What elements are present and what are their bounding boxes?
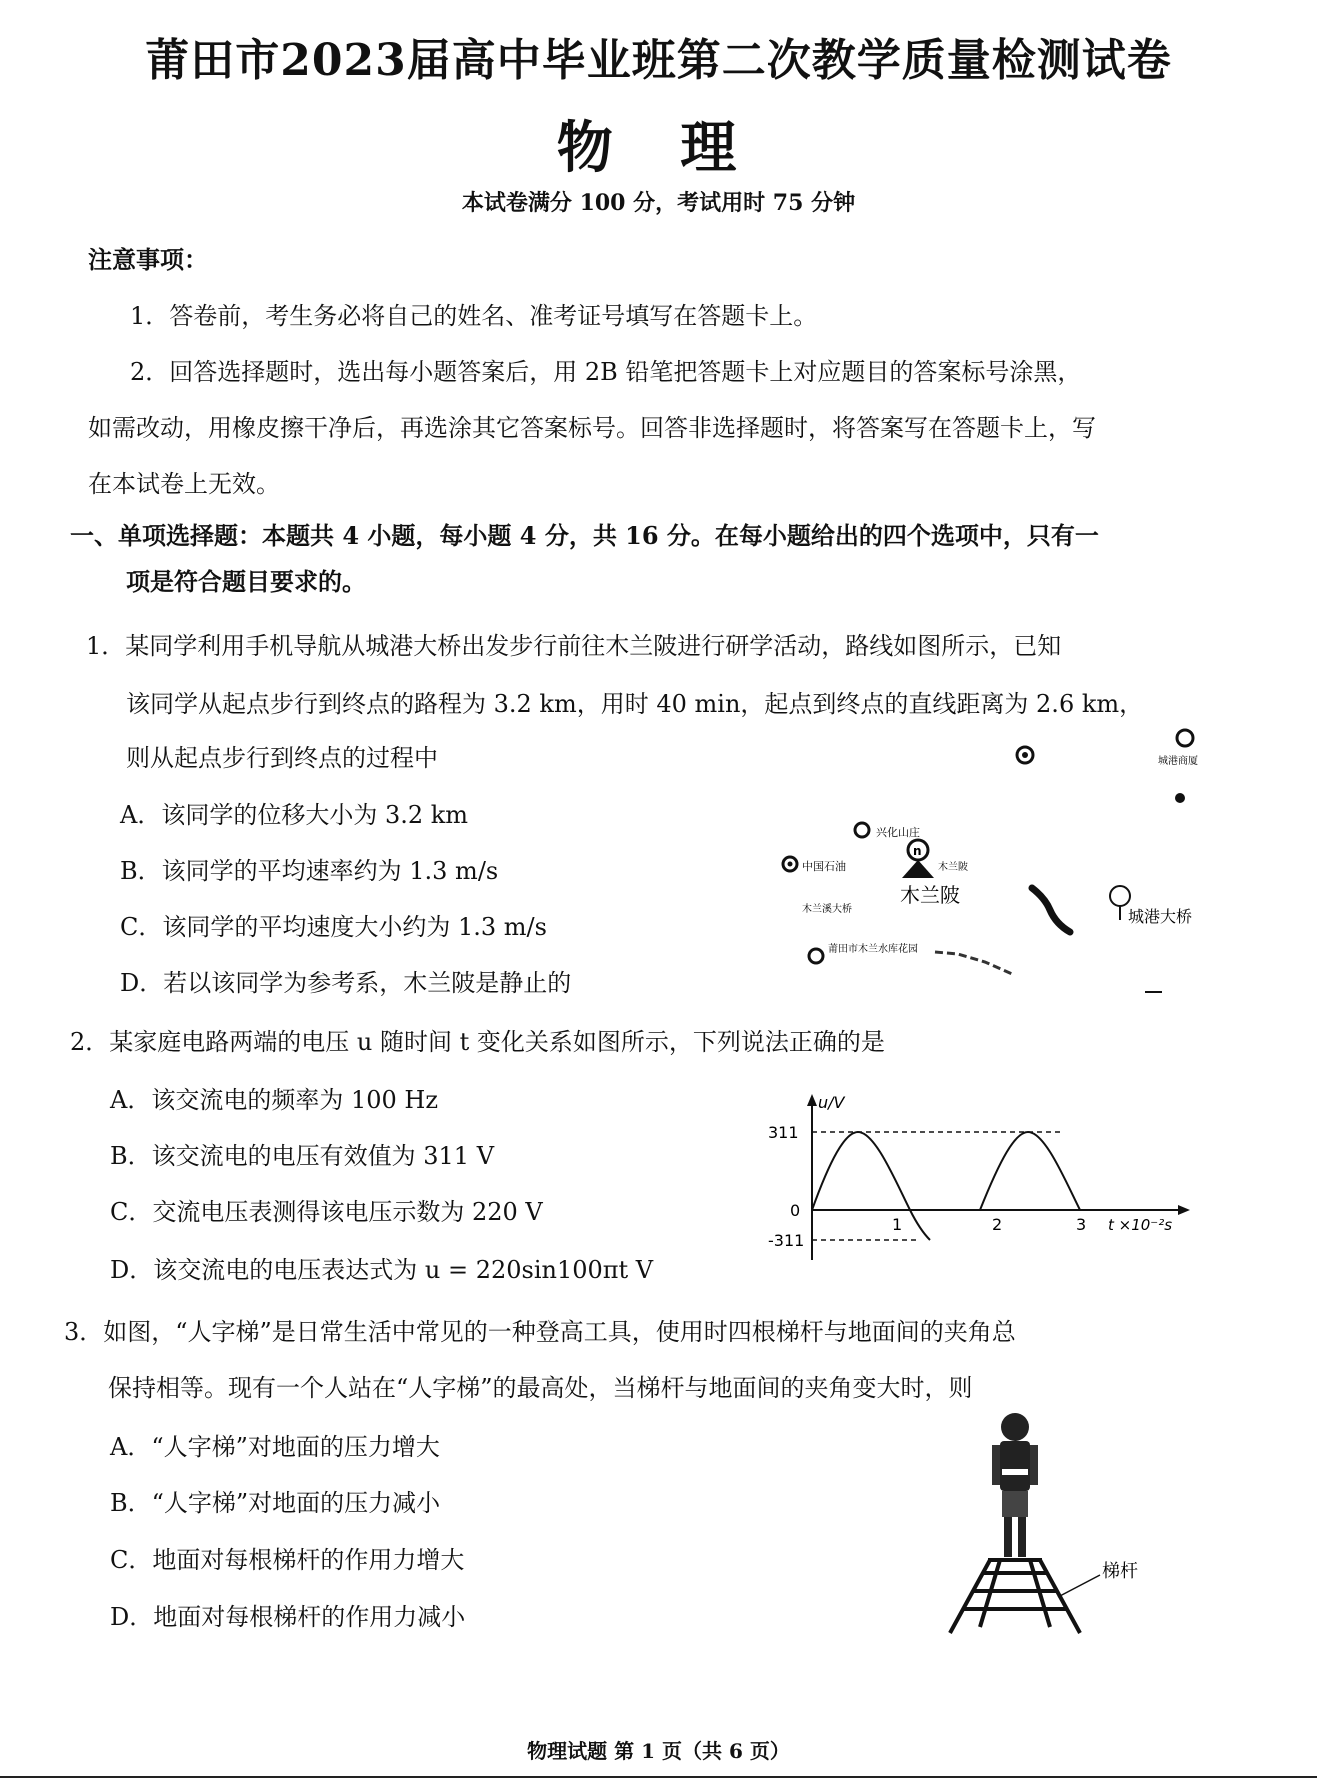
x-axis-arrow <box>1178 1205 1190 1215</box>
q2-option-a: A．该交流电的频率为 100 Hz <box>110 1086 438 1114</box>
wave-curve-1 <box>812 1132 930 1240</box>
section-1-line-2: 项是符合题目要求的。 <box>126 567 366 596</box>
x-tick-1: 1 <box>892 1215 903 1234</box>
poi-marker-xinghua <box>855 823 920 839</box>
poi-label-reservoir: 莆田市木兰水库花园 <box>828 944 918 955</box>
poi-label-xinghua: 兴化山庄 <box>876 826 920 839</box>
notes-item-1: 1．答卷前，考生务必将自己的姓名、准考证号填写在答题卡上。 <box>130 302 818 330</box>
start-point-label: 城港大桥 <box>1128 907 1193 926</box>
page-footer: 物理试题 第 1 页（共 6 页） <box>527 1739 790 1763</box>
person-figure <box>992 1413 1038 1557</box>
x-tick-3: 3 <box>1076 1215 1087 1234</box>
ladder-figure <box>940 1405 1180 1645</box>
q2-option-b: B．该交流电的电压有效值为 311 V <box>110 1142 495 1170</box>
poi-marker-top-left <box>1017 747 1033 763</box>
notes-item-2-line-1: 2．回答选择题时，选出每小题答案后，用 2B 铅笔把答题卡上对应题目的答案标号涂黑， <box>130 358 1082 386</box>
q2-stem: 2．某家庭电路两端的电压 u 随时间 t 变化关系如图所示，下列说法正确的是 <box>70 1028 885 1056</box>
notes-item-2-line-3: 在本试卷上无效。 <box>88 470 280 498</box>
poi-marker-petrol <box>783 857 846 873</box>
origin-label: 0 <box>790 1201 801 1220</box>
exam-info: 本试卷满分 100 分，考试用时 75 分钟 <box>461 190 856 216</box>
q3-option-b: B．“人字梯”对地面的压力减小 <box>110 1489 441 1517</box>
poi-dot <box>1175 793 1185 803</box>
voltage-time-graph <box>760 1090 1200 1270</box>
ladder-pole-label: 梯杆 <box>1102 1561 1138 1582</box>
end-point-label: 木兰陂 <box>900 883 960 907</box>
q1-option-a: A．该同学的位移大小为 3.2 km <box>120 801 469 829</box>
section-1-line-1: 一、单项选择题：本题共 4 小题，每小题 4 分，共 16 分。在每小题给出的四个选项中，只有一 <box>70 521 1099 550</box>
q3-option-a: A．“人字梯”对地面的压力增大 <box>110 1433 440 1461</box>
poi-marker-reservoir <box>809 942 918 963</box>
y-min-label: -311 <box>768 1231 805 1250</box>
notes-heading: 注意事项： <box>88 245 208 274</box>
q2-option-d: D．该交流电的电压表达式为 u = 220sin100πt V <box>110 1256 654 1284</box>
q1-option-c: C．该同学的平均速度大小约为 1.3 m/s <box>120 913 547 941</box>
poi-label-mulanbei-small: 木兰陂 <box>938 862 968 873</box>
subject-title: 物 理 <box>556 115 761 181</box>
y-axis-label: u/V <box>818 1093 845 1112</box>
wave-curve-2 <box>980 1132 1080 1210</box>
label-leader-line <box>1058 1575 1100 1597</box>
q2-option-c: C．交流电压表测得该电压示数为 220 V <box>110 1198 543 1226</box>
svg-text:n: n <box>913 844 922 858</box>
q3-stem-line-2: 保持相等。现有一个人站在“人字梯”的最高处，当梯杆与地面间的夹角变大时，则 <box>108 1374 973 1402</box>
x-axis-label: t ×10⁻²s <box>1108 1216 1173 1234</box>
y-axis-arrow <box>807 1094 817 1106</box>
poi-label-bridge: 木兰溪大桥 <box>802 904 852 915</box>
q1-stem-line-2: 该同学从起点步行到终点的路程为 3.2 km，用时 40 min，起点到终点的直线距离为 2.6 km， <box>126 690 1144 718</box>
y-max-label: 311 <box>768 1123 799 1142</box>
q1-option-b: B．该同学的平均速率约为 1.3 m/s <box>120 857 499 885</box>
q3-option-c: C．地面对每根梯杆的作用力增大 <box>110 1546 465 1574</box>
q1-stem-line-1: 1．某同学利用手机导航从城港大桥出发步行前往木兰陂进行研学活动，路线如图所示，已知 <box>86 632 1062 660</box>
exam-title: 莆田市2023届高中毕业班第二次教学质量检测试卷 <box>145 35 1172 86</box>
q3-option-d: D．地面对每根梯杆的作用力减小 <box>110 1603 466 1631</box>
notes-item-2-line-2: 如需改动，用橡皮擦干净后，再选涂其它答案标号。回答非选择题时，将答案写在答题卡上，写 <box>88 414 1096 442</box>
poi-label-shangxia: 城港商厦 <box>1158 756 1198 767</box>
q1-stem-line-3: 则从起点步行到终点的过程中 <box>126 744 438 772</box>
q1-option-d: D．若以该同学为参考系，木兰陂是静止的 <box>120 969 572 997</box>
start-point-marker <box>1110 886 1192 926</box>
poi-marker-top-right <box>1177 730 1193 746</box>
q3-stem-line-1: 3．如图，“人字梯”是日常生活中常见的一种登高工具，使用时四根梯杆与地面间的夹角总 <box>64 1318 1016 1346</box>
route-path-dashed <box>935 952 1012 974</box>
route-path-segment <box>1032 888 1070 932</box>
x-tick-2: 2 <box>992 1215 1003 1234</box>
bottom-rule <box>0 1776 1317 1778</box>
route-map-figure <box>780 720 1220 1010</box>
poi-marker-mulan <box>902 840 968 878</box>
poi-label-petrol: 中国石油 <box>802 860 846 873</box>
